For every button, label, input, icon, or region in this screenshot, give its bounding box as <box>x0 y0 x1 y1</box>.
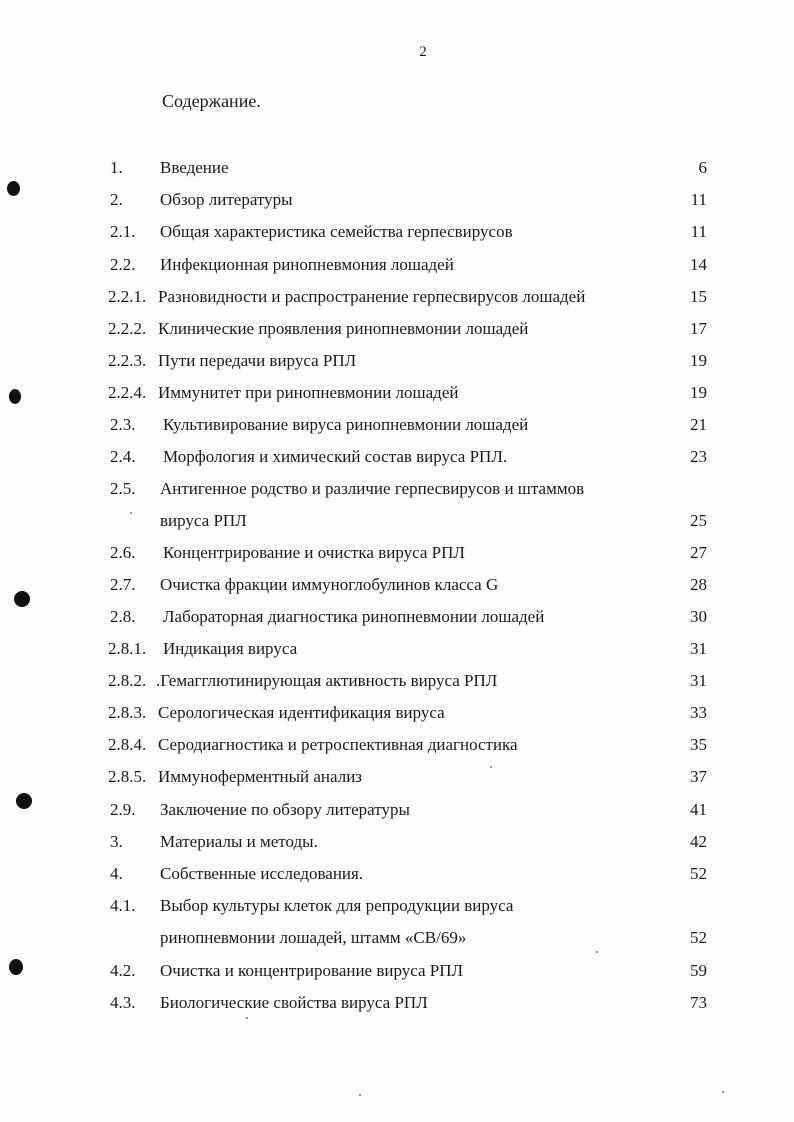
toc-section-title: Инфекционная ринопневмония лошадей <box>160 255 454 274</box>
toc-section-title: Заключение по обзору литературы <box>160 800 410 819</box>
toc-row <box>0 219 794 245</box>
toc-section-title: Иммуноферментный анализ <box>158 767 363 786</box>
toc-page-number: 19 <box>690 383 707 402</box>
toc-section-number: 2.3. <box>110 415 136 434</box>
toc-row <box>0 732 794 758</box>
toc-section-number: 2.1. <box>110 222 136 241</box>
toc-page-number: 31 <box>690 671 707 690</box>
toc-section-title: Общая характеристика семейства герпесвирусов <box>160 222 513 241</box>
toc-row <box>0 764 794 790</box>
toc-row <box>0 444 794 470</box>
toc-section-title: вируса РПЛ <box>160 511 247 530</box>
toc-section-number: 2.6. <box>110 543 136 562</box>
toc-section-title: Иммунитет при ринопневмонии лошадей <box>158 383 459 402</box>
toc-row <box>0 604 794 630</box>
toc-row <box>0 990 794 1016</box>
toc-section-number: 2.2. <box>110 255 136 274</box>
toc-section-title: Концентрирование и очистка вируса РПЛ <box>163 543 465 562</box>
toc-row <box>0 316 794 342</box>
toc-page-number: 19 <box>690 351 707 370</box>
toc-page-number: 52 <box>690 864 707 883</box>
scan-dust <box>722 1091 724 1093</box>
toc-section-number: 2.8.2. <box>108 671 147 690</box>
punch-hole-mark <box>16 793 32 809</box>
toc-section-number: 2.4. <box>110 447 136 466</box>
toc-section-number: 2.2.3. <box>108 351 147 370</box>
toc-row <box>0 861 794 887</box>
toc-section-title: Антигенное родство и различие герпесвирусов и штаммов <box>160 479 585 498</box>
toc-page-number: 21 <box>690 415 707 434</box>
punch-hole-mark <box>7 181 20 196</box>
toc-page-number: 15 <box>690 287 707 306</box>
toc-heading: Содержание. <box>162 91 261 111</box>
toc-page-number: 23 <box>690 447 707 466</box>
toc-section-title: Клинические проявления ринопневмонии лошадей <box>158 319 529 338</box>
toc-section-title: Очистка фракции иммуноглобулинов класса G <box>160 575 499 594</box>
toc-row <box>0 797 794 823</box>
toc-page-number: 73 <box>690 993 707 1012</box>
toc-page-number: 59 <box>690 961 707 980</box>
toc-section-title: ринопневмонии лошадей, штамм «СВ/69» <box>160 928 467 947</box>
toc-section-title: Введение <box>160 158 229 177</box>
toc-section-number: 4.2. <box>110 961 136 980</box>
toc-section-title: Биологические свойства вируса РПЛ <box>160 993 428 1012</box>
toc-page-number: 11 <box>690 190 707 209</box>
toc-page-number: 37 <box>690 767 707 786</box>
toc-section-title: Собственные исследования. <box>160 864 364 883</box>
toc-section-number: 4. <box>110 864 123 883</box>
punch-hole-mark <box>9 959 23 975</box>
toc-section-number: 2.8.5. <box>108 767 147 786</box>
toc-section-number: 2. <box>110 190 123 209</box>
toc-row <box>0 476 794 502</box>
toc-row <box>0 155 794 181</box>
toc-section-number: 2.2.1. <box>108 287 147 306</box>
toc-section-number: 3. <box>110 832 123 851</box>
toc-section-title: Пути передачи вируса РПЛ <box>158 351 357 370</box>
toc-section-number: 2.7. <box>110 575 136 594</box>
toc-row <box>0 540 794 566</box>
toc-section-number: 2.5. <box>110 479 136 498</box>
scan-dust <box>596 951 598 953</box>
toc-page-number: 41 <box>690 800 707 819</box>
toc-section-title: Морфология и химический состав вируса РПЛ. <box>163 447 508 466</box>
page-number: 2 <box>419 44 427 60</box>
toc-section-title: Разновидности и распространение герпесвирусов лошадей <box>158 287 586 306</box>
toc-section-number: 1. <box>110 158 123 177</box>
toc-section-title: Серодиагностика и ретроспективная диагностика <box>158 735 518 754</box>
toc-row <box>0 572 794 598</box>
toc-section-number: 2.8.3. <box>108 703 147 722</box>
toc-row <box>0 893 794 919</box>
toc-section-number: 2.2.2. <box>108 319 147 338</box>
toc-row <box>0 348 794 374</box>
toc-row <box>0 508 794 534</box>
toc-section-title: .Гемагглютинирующая активность вируса РПЛ <box>156 671 498 690</box>
toc-section-title: Серологическая идентификация вируса <box>158 703 445 722</box>
toc-page-number: 14 <box>690 255 707 274</box>
punch-hole-mark <box>9 389 21 404</box>
toc-section-number: 2.2.4. <box>108 383 147 402</box>
toc-row <box>0 636 794 662</box>
toc-section-title: Культивирование вируса ринопневмонии лошадей <box>163 415 529 434</box>
scan-dust <box>130 512 132 514</box>
toc-page-number: 27 <box>690 543 707 562</box>
toc-page-number: 42 <box>690 832 707 851</box>
toc-row <box>0 412 794 438</box>
toc-row <box>0 284 794 310</box>
toc-section-number: 2.8. <box>110 607 136 626</box>
toc-page-number: 33 <box>690 703 707 722</box>
toc-section-number: 2.8.1. <box>108 639 147 658</box>
toc-page-number: 31 <box>690 639 707 658</box>
toc-page-number: 11 <box>690 222 707 241</box>
toc-row <box>0 829 794 855</box>
toc-page-number: 35 <box>690 735 707 754</box>
toc-section-number: 4.1. <box>110 896 136 915</box>
scan-dust <box>246 1017 248 1019</box>
toc-page-number: 6 <box>698 158 707 177</box>
toc-section-title: Выбор культуры клеток для репродукции вируса <box>160 896 514 915</box>
toc-section-title: Лабораторная диагностика ринопневмонии лошадей <box>163 607 545 626</box>
toc-page-number: 52 <box>690 928 707 947</box>
toc-page-number: 30 <box>690 607 707 626</box>
toc-row <box>0 668 794 694</box>
toc-row <box>0 700 794 726</box>
toc-section-title: Индикация вируса <box>163 639 298 658</box>
scan-dust <box>359 1094 361 1096</box>
toc-page-number: 25 <box>690 511 707 530</box>
scan-dust <box>490 766 492 768</box>
toc-section-number: 2.9. <box>110 800 136 819</box>
toc-row <box>0 958 794 984</box>
toc-section-number: 2.8.4. <box>108 735 147 754</box>
toc-row <box>0 380 794 406</box>
toc-section-title: Очистка и концентрирование вируса РПЛ <box>160 961 464 980</box>
toc-row <box>0 925 794 951</box>
toc-section-number: 4.3. <box>110 993 136 1012</box>
toc-section-title: Обзор литературы <box>160 190 293 209</box>
toc-row <box>0 187 794 213</box>
toc-section-title: Материалы и методы. <box>160 832 318 851</box>
punch-hole-mark <box>14 591 30 607</box>
toc-page-number: 17 <box>690 319 707 338</box>
toc-row <box>0 252 794 278</box>
toc-page-number: 28 <box>690 575 707 594</box>
